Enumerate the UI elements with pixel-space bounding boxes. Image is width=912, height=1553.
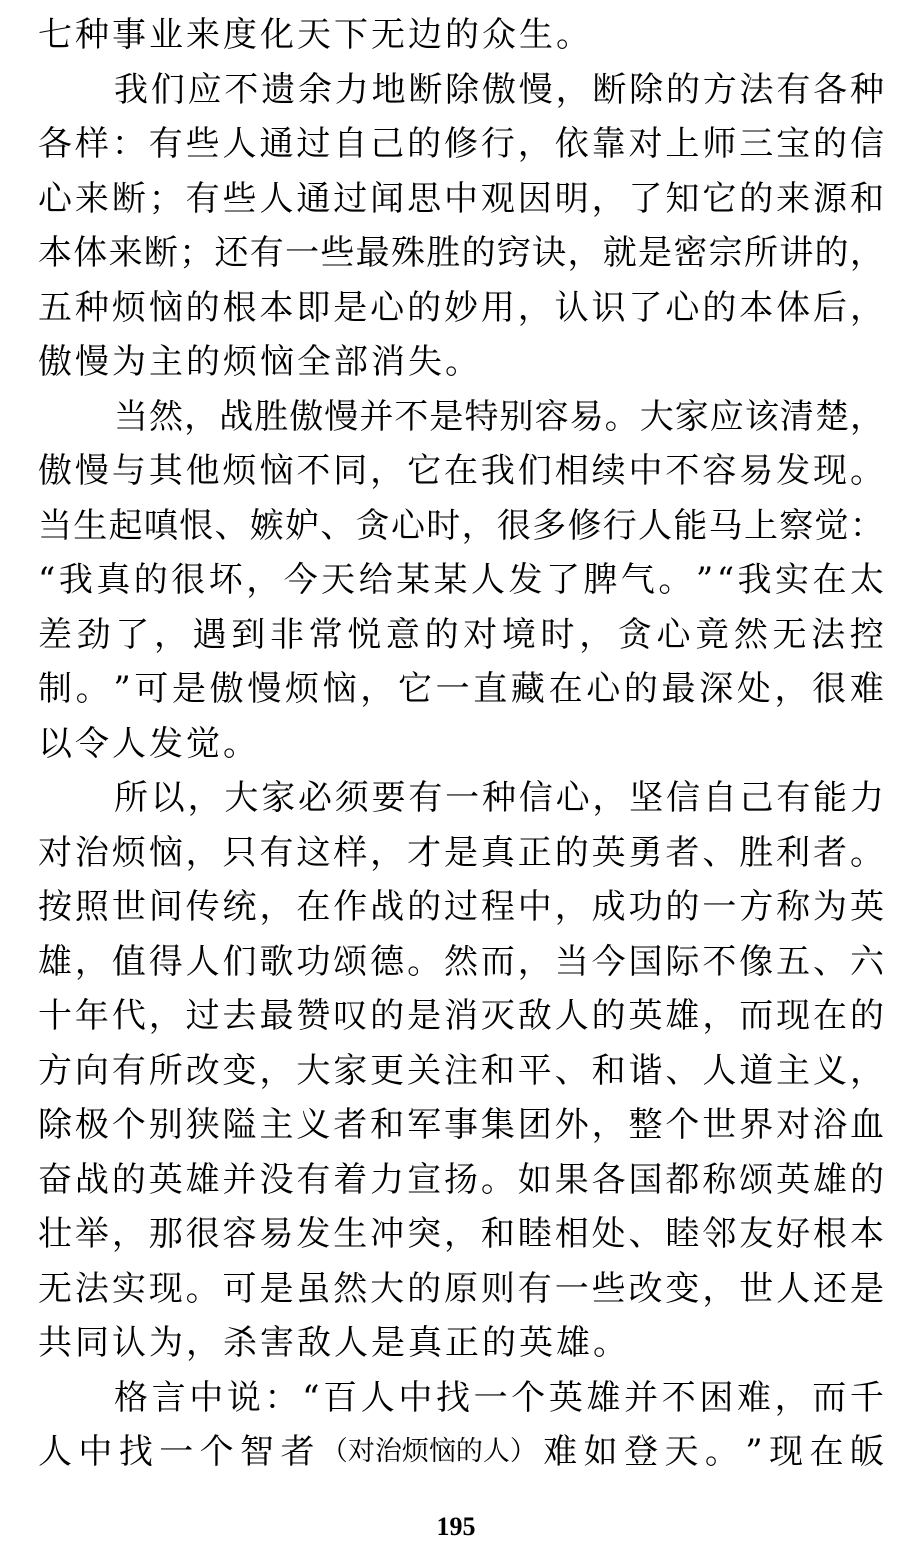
text-line: 差 劲 了 ， 遇 到 非 常 悦 意 的 对 境 时 ， 贪 心 竟 然 无 法 控 bbox=[38, 614, 884, 655]
parenthetical-note: （对治烦恼的人） bbox=[320, 1436, 537, 1467]
text-line: 本 体 来 断 ； 还 有 一 些 最 殊 胜 的 窍 诀 ， 就 是 密 宗 所 讲 的 ， bbox=[38, 233, 884, 273]
text-line: 以 令 人 发 觉 。 bbox=[38, 723, 260, 764]
text-line: 傲 慢 为 主 的 烦 恼 全 部 消 失 。 bbox=[38, 342, 482, 382]
text-line: 七 种 事 业 来 度 化 天 下 无 边 的 众 生 。 bbox=[38, 15, 593, 55]
text-line: 十 年 代 ， 过 去 最 赞 叹 的 是 消 灭 敌 人 的 英 雄 ， 而 现 在 的 bbox=[38, 996, 884, 1036]
text-line: 壮 举 ， 那 很 容 易 发 生 冲 突 ， 和 睦 相 处 、 睦 邻 友 好 根 本 bbox=[38, 1214, 884, 1254]
text-line: “ 我 真 的 很 坏 ， 今 天 给 某 某 人 发 了 脾 气 。 ” “ 我 实 在 太 bbox=[38, 560, 884, 600]
text-line: 制 。 ” 可 是 傲 慢 烦 恼 ， 它 一 直 藏 在 心 的 最 深 处 ， 很 难 bbox=[38, 669, 884, 709]
text-line: 对 治 烦 恼 ， 只 有 这 样 ， 才 是 真 正 的 英 勇 者 、 胜 利 者 。 bbox=[38, 832, 884, 873]
text-line: 当 然 ， 战 胜 傲 慢 并 不 是 特 别 容 易 。 大 家 应 该 清 楚 ， bbox=[114, 396, 884, 437]
text-line: 各 样 ： 有 些 人 通 过 自 己 的 修 行 ， 依 靠 对 上 师 三 宝 的 信 bbox=[38, 124, 884, 164]
text-line: 五 种 烦 恼 的 根 本 即 是 心 的 妙 用 ， 认 识 了 心 的 本 体 后 ， bbox=[38, 287, 884, 328]
text-line: 所 以 ， 大 家 必 须 要 有 一 种 信 心 ， 坚 信 自 己 有 能 力 bbox=[114, 778, 884, 818]
text-line: 方 向 有 所 改 变 ， 大 家 更 关 注 和 平 、 和 谐 、 人 道 主 义 ， bbox=[38, 1050, 884, 1091]
text-line: 雄 ， 值 得 人 们 歌 功 颂 德 。 然 而 ， 当 今 国 际 不 像 五 、 六 bbox=[38, 941, 884, 982]
text-line: 格 言 中 说 ： “ 百 人 中 找 一 个 英 雄 并 不 困 难 ， 而 千 bbox=[114, 1377, 884, 1418]
text-line: 心 来 断 ； 有 些 人 通 过 闻 思 中 观 因 明 ， 了 知 它 的 来 源 和 bbox=[38, 178, 884, 219]
page-body bbox=[38, 8, 884, 1480]
text-line: 人 中 找 一 个 智 者 （对治烦恼的人） 难 如 登 天 。 ” 现 在 皈 bbox=[38, 1425, 884, 1480]
text-line: 无 法 实 现 。 可 是 虽 然 大 的 原 则 有 一 些 改 变 ， 世 人 还 是 bbox=[38, 1268, 884, 1309]
text-line: 我 们 应 不 遗 余 力 地 断 除 傲 慢 ， 断 除 的 方 法 有 各 种 bbox=[114, 69, 884, 110]
text-line: 按 照 世 间 传 统 ， 在 作 战 的 过 程 中 ， 成 功 的 一 方 称 为 英 bbox=[38, 887, 884, 927]
text-line: 傲 慢 与 其 他 烦 恼 不 同 ， 它 在 我 们 相 续 中 不 容 易 发 现 。 bbox=[38, 451, 884, 491]
text-line: 共 同 认 为 ， 杀 害 敌 人 是 真 正 的 英 雄 。 bbox=[38, 1323, 630, 1363]
text-line: 除 极 个 别 狭 隘 主 义 者 和 军 事 集 团 外 ， 整 个 世 界 对 浴 血 bbox=[38, 1105, 884, 1145]
page-number: 195 bbox=[436, 1512, 476, 1541]
text-line: 当 生 起 嗔 恨 、 嫉 妒 、 贪 心 时 ， 很 多 修 行 人 能 马 上 察 觉 ： bbox=[38, 505, 884, 546]
text-line: 奋 战 的 英 雄 并 没 有 着 力 宣 扬 。 如 果 各 国 都 称 颂 英 雄 的 bbox=[38, 1159, 884, 1200]
